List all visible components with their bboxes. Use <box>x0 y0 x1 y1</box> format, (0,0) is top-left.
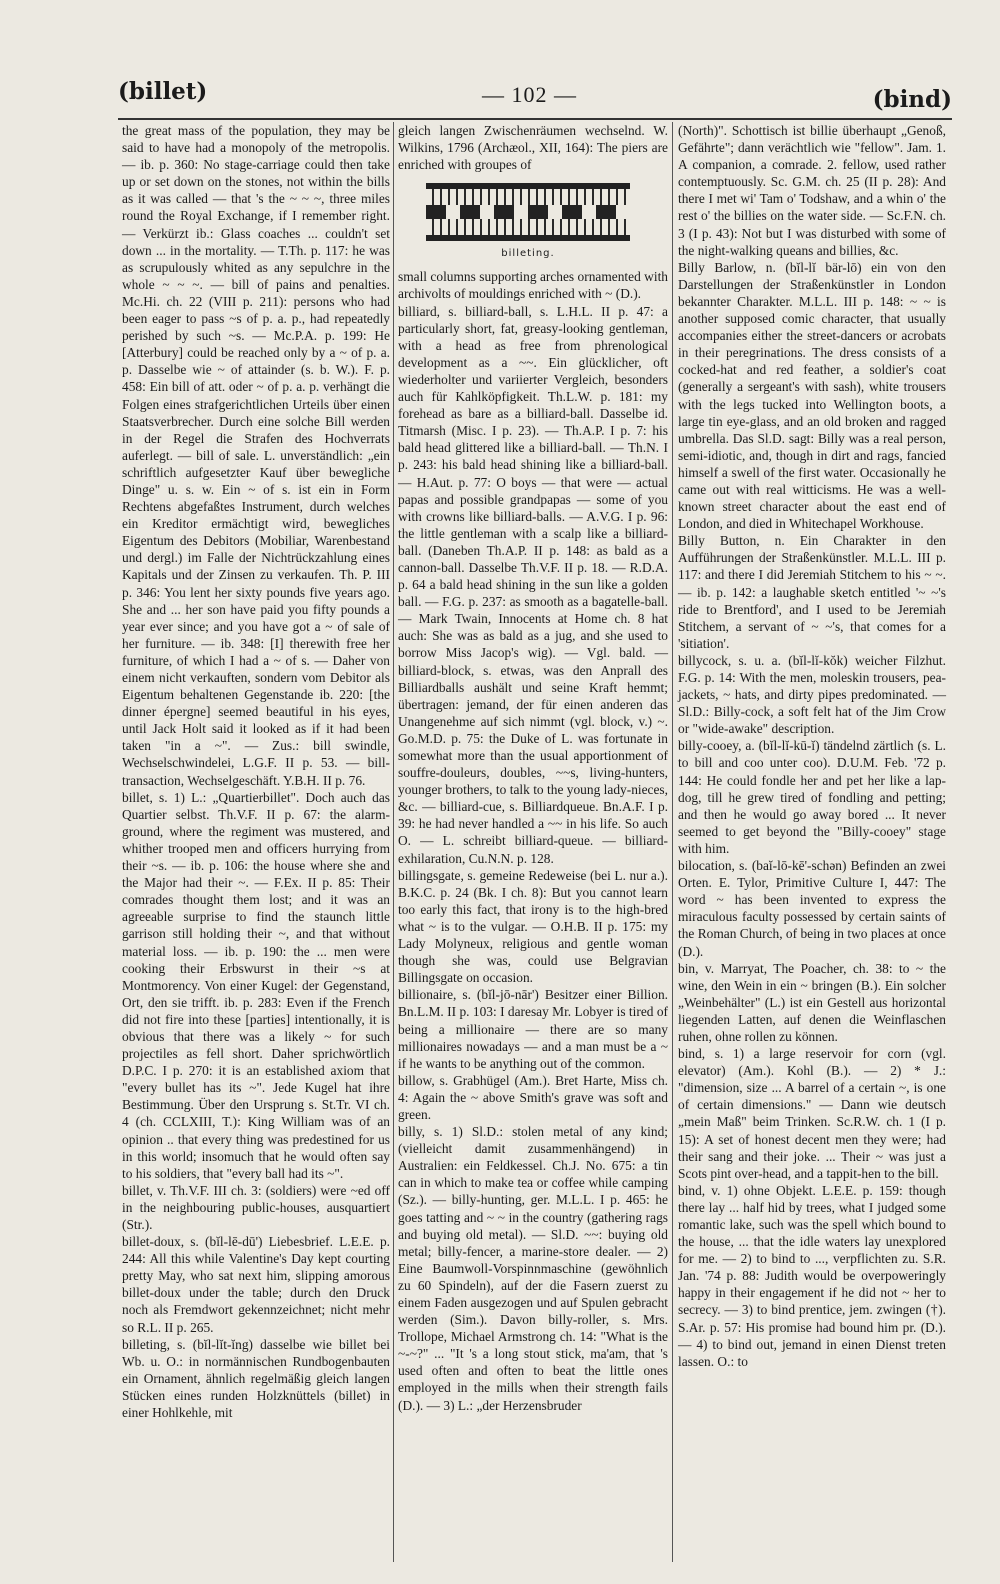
running-head-right: (bind) <box>872 86 952 113</box>
billeting-illustration <box>426 183 630 262</box>
column-divider-1 <box>393 122 394 1562</box>
figure-caption: billeting. <box>501 248 555 260</box>
entry-billiard: billiard, s. billiard-ball, s. L.H.L. II p. 47: a particularly short, fat, greasy-looking gentleman, with a head as free from phrenological development as a ~~. Ein glücklicher, oft wiederholter und variierter Vergleich, besonders auch für Kahlköpfigkeit. Th.L.W. p. 181: my forehead as bare as a billiard-ball. Dasselbe id. Titmarsh (Misc. I p. 23). — Th.A.P. I p. 7: his bald head glittered like a billiard-ball. — Th.N. I p. 243: his bald head shining like a billiard-ball. — H.Aut. p. 77: O boys — that were — actual papas and possible grandpapas — some of you with crowns like billiard-balls. — A.V.G. I p. 96: the little gentleman with a scalp like a billiard-ball. (Daneben Th.A.P. II p. 148: as bald as a cannon-ball. Dasselbe Th.V.F. II p. 18. — R.D.A. p. 64 a bald head shining in the sun like a golden ball. — F.G. p. 237: as smooth as a bagatelle-ball. — Mark Twain, Innocents at Home ch. 8 hat auch: She was as bald as a jug, and she used to borrow Miss Jacop's wig). — Vgl. bald. — billiard-block, s. etwas, was den Anprall des Billiardballs aushält und seine Kraft hemmt; übertragen: jemand, der für einen anderen das Unangenehme auf sich nimmt (vgl. block, v.) ~. Go.M.D. p. 75: the Duke of L. was fortunate in somewhat more than the usual apportionment of souffre-douleurs, doubles, ~~s, living-hunters, younger brothers, to talk to the young lady-nieces, &c. — billiard-cue, s. Billiardqueue. Bn.A.F. I p. 39: he had never handled a ~~ in his life. So auch O. — L. schreibt billiard-queue. — billiard-exhilaration, Cu.N.N. p. 128. <box>398 303 668 866</box>
entry-billeting: billeting, s. (bĭl-lĭt-ĭng) dasselbe wie billet bei Wb. u. O.: in normännischen Rundbogenbauten ein Ornament, ähnlich regelmäßig gleich langen Stücken eines runden Holzknüttels (billet) in einer Hohlkehle, mit <box>122 1336 390 1421</box>
entry-billeting-end: small columns supporting arches ornamented with archivolts of mouldings enriched with ~ (D.). <box>398 269 668 302</box>
entry-billy-cooey: billy-cooey, a. (bĭl-lĭ-kū-ĭ) tändelnd zärtlich (s. L. to bill and coo unter coo). D.U.M. Feb. '72 p. 144: He could fondle her and pet her like a lap-dog, till he grew tired of fondling and petting; and then he would go away bored ... It never seemed to get beyond the "Billy-cooey" stage with him. <box>678 738 946 856</box>
entry-bill-continued: the great mass of the population, they may be said to have had a monopoly of the metropolis. — ib. p. 360: No stage-carriage could then take up or set down on the stones, not within the bills as it was called — that 's the ~ ~ ~, three miles round the Royal Exchange, if I remember right. — Verkürzt ib.: Glass coaches ... couldn't set down ... in the mortality. — T.Th. p. 117: he was as scrupulously whited as any sepulchre in the whole ~ ~ ~. — bill of pains and penalties. Mc.Hi. ch. 22 (VIII p. 211): persons who had been eager to pass ~s of p. a. p., had repeatedly perished by such ~s. — Mc.P.A. p. 199: He [Atterbury] could be reached only by a ~ of p. a. p. Dasselbe wie ~ of attainder (s. b. W.). F. p. 458: Ein bill of att. oder ~ of p. a. p. verhängt die Folgen eines strafgerichtlichen Urteils über einen Staatsverbrecher. Durch eine solche Bill werden in der Regel die Strafen des Hochverrats auferlegt. — bill of sale. L. unverständlich: „ein schriftlich aufgesetzter Kauf über bewegliche Dinge" u. s. w. Ein ~ of s. ist ein in Form Rechtens abgefaßtes Instrument, durch welches ein Kreditor ermächtigt wird, bewegliches Eigentum des Debitors (Mobiliar, Warenbestand und dergl.) im Falle der Nichtrückzahlung eines Kapitals und der Zinsen zu verkaufen. Th. P. III p. 346: You lent her sixty pounds five years ago. She and ... her son have paid you fifty pounds a year ever since; and you have got a ~ of sale of her furniture. — ib. 348: [I] therewith free her furniture, of which I had a ~ of s. — Daher von einem nicht verkauften, sondern vom Debitor als Eigentum behaltenen Gegenstande ib. 220: [the dinner épergne] seemed beautiful in his eyes, until Jack Holt said it looked as if it had been taken "in a ~". — Zus.: bill swindle, Wechselschwindelei, L.G.F. II p. 53. — bill-transaction, Wechselgeschäft. Y.B.H. II p. 76. <box>122 123 390 788</box>
entry-billy: billy, s. 1) Sl.D.: stolen metal of any kind; (vielleicht damit zusammenhängend) in Australien: ein Feldkessel. Ch.J. No. 675: a tin can in which to make tea or coffee while camping (Sz.). — billy-hunting, ger. M.L.L. I p. 465: he goes tatting and ~ ~ in the country (gathering rags and buying old metal). — Sl.D. ~~: buying old metal; billy-fencer, a marine-store dealer. — 2) Eine Baumwoll-Vorspinnmaschine (gewöhnlich zu 60 Spindeln), auf der die Fasern zuerst zu einem Faden ausgezogen und auf Spulen gebracht werden (Sim.). Davon billy-roller, s. Mrs. Trollope, Michael Armstrong ch. 14: "What is the ~-~?" ... "It 's a long stout stick, ma'am, that 's used often and often to beat the little ones employed in the mills when their strength fails (D.). — 3) L.: „der Herzensbruder <box>398 1124 668 1413</box>
entry-billy-barlow: Billy Barlow, n. (bĭl-lĭ bär-lō) ein von den Darstellungen der Straßenkünstler in London bekannter Charakter. M.L.L. III p. 148: ~ ~ is another supposed comic character, that usually accompanies either the street-dancers or acrobats in their peregrinations. The dress consists of a cocked-hat and red feather, a soldier's coat (generally a sergeant's with sash), white trousers with the legs tucked into Wellington boots, a large tin eye-glass, and an old broken and ragged umbrella. Das Sl.D. sagt: Billy was a real person, semi-idiotic, and, though in dirt and rags, fancied himself a swell of the first water. Occasionally he came out with real witticisms. He was a well-known street character about the east end of London, and died in Whitechapel Workhouse. <box>678 259 946 532</box>
running-head-left: (billet) <box>118 78 208 105</box>
page-number: — 102 — <box>482 82 577 107</box>
entry-billeting-continued: gleich langen Zwischenräumen wechselnd. W. Wilkins, 1796 (Archæol., XII, 164): The piers are enriched with groupes of <box>398 123 668 173</box>
entry-billet-doux: billet-doux, s. (bĭl-lē-dū') Liebesbrief. L.E.E. p. 244: All this while Valentine's Day kept courting pretty May, who sat next him, slipping amorous billet-doux under the table; durch den Druck noch als Fremdwort gekennzeichnet; nicht mehr so R.L. II p. 265. <box>122 1234 390 1335</box>
entry-billet-verb: billet, v. Th.V.F. III ch. 3: (soldiers) were ~ed off in the neighbouring public-houses, ausquartiert (Str.). <box>122 1182 390 1232</box>
entry-bilocation: bilocation, s. (baĭ-lō-kē'-schən) Befinden an zwei Orten. E. Tylor, Primitive Culture I, 447: The word ~ has been invented to express the miraculous faculty possessed by certain saints of the Roman Church, of being in two places at once (D.). <box>678 858 946 959</box>
entry-bind-verb: bind, v. 1) ohne Objekt. L.E.E. p. 159: though there lay ... half hid by trees, what I judged some romantic lake, such was the spell which bound to the house, ... that the idle waters lay unexplored for me. — 2) to bind to ..., verpflichten zu. S.R. Jan. '74 p. 88: Judith would be overpoweringly happy in their engagement if he did not ~ her to secrecy. — 3) to bind prentice, jem. zwingen (†). S.Ar. p. 57: His promise had bound him pr. (D.). — 4) to bind out, jemand in einen Dienst treten lassen. O.: to <box>678 1182 946 1369</box>
column-2 <box>398 122 668 1414</box>
column-3 <box>678 122 946 1370</box>
billeting-ornament-image <box>426 183 630 241</box>
entry-billy-button: Billy Button, n. Ein Charakter in den Aufführungen der Straßenkünstler. M.L.L. III p. 117: and there I did Jeremiah Stitchem to his ~ ~. — ib. p. 142: a laughable sketch entitled '~ ~'s ride to Brentford', and I used to be Jeremiah Stitchem, a servant of ~ ~'s, that comes for a 'sitiation'. <box>678 533 946 651</box>
entry-billionaire: billionaire, s. (bĭl-jō-nār') Besitzer einer Billion. Bn.L.M. II p. 103: I daresay Mr. Lobyer is tired of being a millionaire — there are so many millionaires nowadays — and a man must be a ~ if he wants to be anything out of the common. <box>398 987 668 1071</box>
entry-bin: bin, v. Marryat, The Poacher, ch. 38: to ~ the wine, den Wein in ein ~ bringen (B.). Ein solcher „Weinbehälter" (L.) ist ein Gestell aus horizontal liegenden Latten, auf denen die Weinflaschen ruhen, ohne rollen zu können. <box>678 960 946 1044</box>
column-1 <box>122 122 390 1421</box>
entry-billingsgate: billingsgate, s. gemeine Redeweise (bei L. nur a.). B.K.C. p. 24 (Bk. I ch. 8): But you cannot learn too early this fact, that irony is to the high-bred what ~ is to the vulgar. — O.H.B. II p. 175: my Lady Molyneux, religious and gentle woman though she was, could use Belgravian Billingsgate on occasion. <box>398 867 668 986</box>
entry-billycock: billycock, s. u. a. (bĭl-lĭ-kŏk) weicher Filzhut. F.G. p. 14: With the men, moleskin trousers, pea-jackets, ~ hats, and dirty pipes predominated. — Sl.D.: Billy-cock, a soft felt hat of the Jim Crow or "wide-awake" description. <box>678 652 946 737</box>
entry-billet-noun: billet, s. 1) L.: „Quartierbillet". Doch auch das Quartier selbst. Th.V.F. II p. 67: the alarm-ground, where the regiment was mustered, and whither trooped men and officers hurrying from their ~s. — ib. p. 106: the house where she and the Major had their ~. — F.Ex. II p. 85: Their comrades thought them lost; and it was an agreeable surprise to find the staunch little garrison still holding their ~, and that without material loss. — ib. p. 190: the ... men were cooking their Erbswurst in their ~s at Montmorency. Von einer Kugel: der Gegenstand, Ort, den sie trifft. ib. p. 283: Even if the French did not fire into these [parties] intentionally, it is obvious that there was a likely ~ for such projectiles as fell short. Daher sprichwörtlich D.P.C. I p. 270: it is an established axiom that "every bullet has its ~". Jede Kugel hat ihre Bestimmung. Über den Ursprung s. St.Tr. VI ch. 4 (ch. CCLXIII, T.): King William was of an opinion .. that every thing was predestined for us in this world; insomuch that he would often say to his soldiers, that "every ball had its ~". <box>122 789 390 1181</box>
header-rule <box>118 118 952 120</box>
entry-bind-noun: bind, s. 1) a large reservoir for corn (vgl. elevator) (Am.). Kohl (B.). — 2) * J.: "dimension, size ... A barrel of a certain ~, is one of certain dimensions." — Dann wie deutsch „mein Maß" beim Trinken. Sc.R.W. ch. 1 (I p. 15): A set of honest decent men they were; had their sang and their joke. ... Their ~ was just a Scots pint over-head, and a tappit-hen to the bill. <box>678 1046 946 1181</box>
entry-billow: billow, s. Grabhügel (Am.). Bret Harte, Miss ch. 4: Again the ~ above Smith's grave was soft and green. <box>398 1072 668 1122</box>
entry-billy-continued: (North)". Schottisch ist billie überhaupt „Genoß, Gefährte"; dann verächtlich wie "fellow". Jam. 1. A companion, a comrade. 2. fellow, used rather contemptuously. Sc. G.M. ch. 25 (II p. 28): And there I met wi' Tam o' Todshaw, and a whin o' the rest o' the billies on the water side. — Sc.F.N. ch. 3 (I p. 43): Not but I was disturbed with some of the night-walking queans and billies, &c. <box>678 123 946 258</box>
column-divider-2 <box>672 122 673 1562</box>
running-head <box>118 72 952 114</box>
